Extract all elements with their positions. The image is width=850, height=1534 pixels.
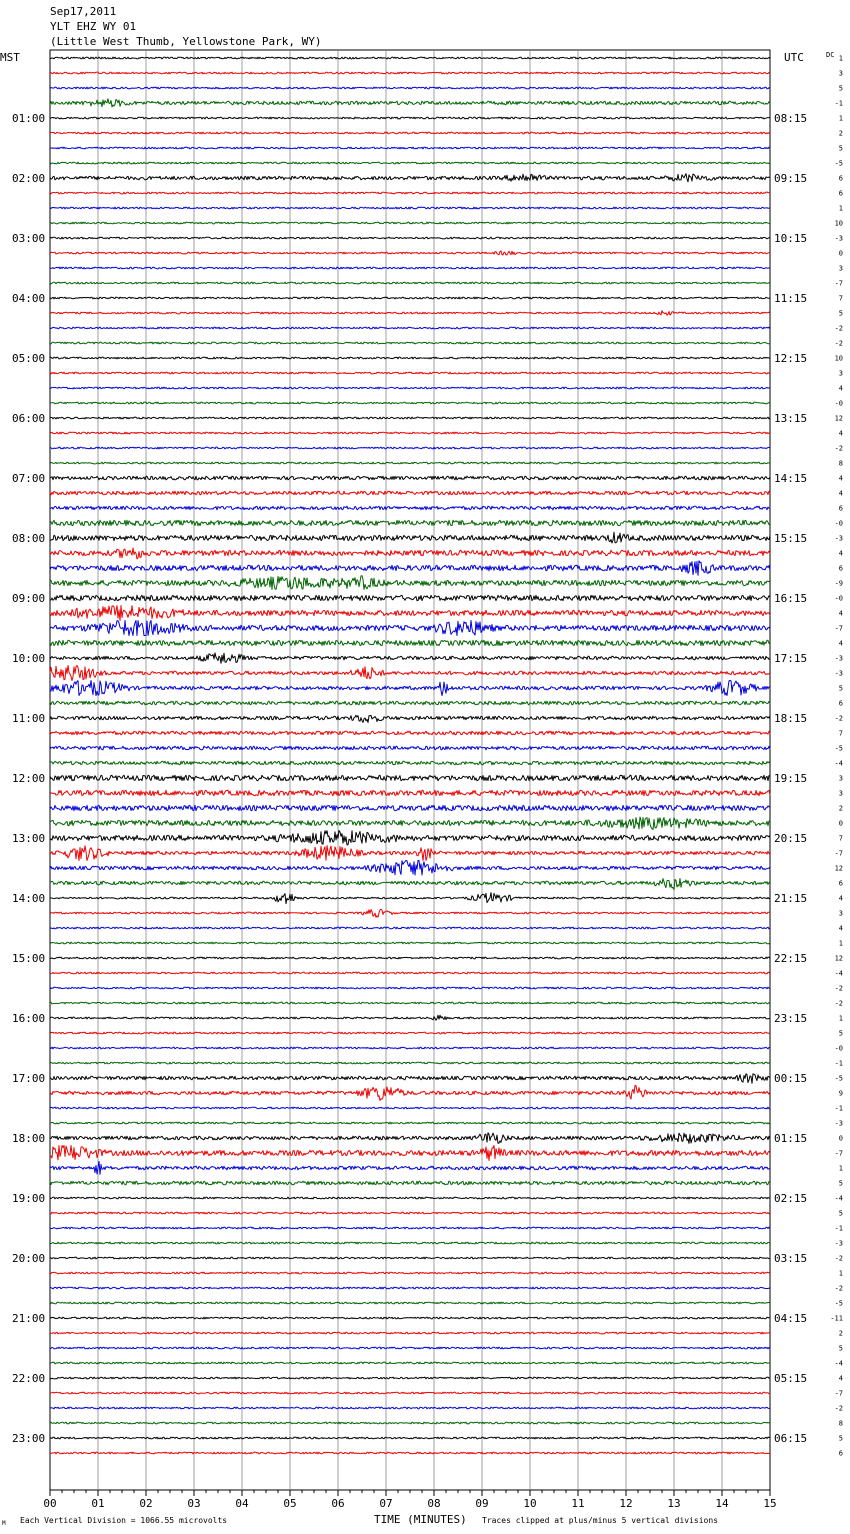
trace-line	[50, 1146, 770, 1161]
dc-offset-value: 0	[838, 1134, 843, 1143]
dc-offset-value: 2	[838, 804, 843, 813]
trace-line	[50, 282, 770, 284]
trace-line	[50, 1422, 770, 1424]
trace-line	[50, 746, 770, 750]
x-tick-label: 06	[331, 1497, 345, 1510]
dc-offset-value: 9	[838, 1089, 843, 1098]
trace-line	[50, 387, 770, 389]
dc-offset-value: 2	[838, 1329, 843, 1338]
dc-offset-value: 12	[834, 954, 843, 963]
trace-line	[50, 417, 770, 419]
trace-line	[50, 817, 770, 830]
trace-line	[50, 1133, 770, 1144]
x-tick-label: 09	[475, 1497, 489, 1510]
trace-line	[50, 327, 770, 329]
dc-offset-value: -4	[834, 1194, 843, 1203]
left-hour-label: 15:00	[12, 952, 46, 965]
dc-offset-value: 5	[838, 84, 843, 93]
dc-offset-value: 5	[838, 1434, 843, 1443]
left-hour-label: 08:00	[12, 532, 46, 545]
trace-line	[50, 879, 770, 890]
trace-line	[50, 402, 770, 404]
right-hour-label: 11:15	[774, 292, 808, 305]
dc-offset-value: 1	[838, 54, 843, 63]
trace-line	[50, 701, 770, 705]
trace-line	[50, 805, 770, 810]
dc-offset-value: 6	[838, 699, 843, 708]
dc-offset-value: -3	[834, 1239, 843, 1248]
dc-offset-value: -2	[834, 999, 843, 1008]
dc-offset-value: 4	[838, 429, 843, 438]
trace-line	[50, 520, 770, 525]
clip-note: Traces clipped at plus/minus 5 vertical divisions	[482, 1516, 719, 1525]
station-code: YLT EHZ WY 01	[50, 20, 137, 33]
trace-line	[50, 1332, 770, 1334]
dc-offset-value: -1	[834, 1224, 843, 1233]
dc-offset-value: -2	[834, 1254, 843, 1263]
dc-offset-value: 10	[834, 354, 843, 363]
seismogram-traces	[50, 57, 770, 1454]
trace-line	[50, 1392, 770, 1394]
dc-offset-value: -2	[834, 324, 843, 333]
dc-offset-value: -7	[834, 279, 843, 288]
left-hour-label: 16:00	[12, 1012, 46, 1025]
trace-line	[50, 447, 770, 449]
dc-offset-value: 12	[834, 864, 843, 873]
trace-line	[50, 606, 770, 621]
scale-note: Each Vertical Division = 1066.55 microvolts	[20, 1516, 228, 1525]
trace-line	[50, 1062, 770, 1064]
dc-offset-value: 6	[838, 189, 843, 198]
trace-line	[50, 1074, 770, 1084]
trace-line	[50, 1047, 770, 1049]
dc-offset-value: -2	[834, 984, 843, 993]
trace-line	[50, 893, 770, 904]
dc-offset-value: -7	[834, 849, 843, 858]
left-hour-label: 19:00	[12, 1192, 46, 1205]
dc-offset-value: 5	[838, 144, 843, 153]
right-hour-label: 08:15	[774, 112, 808, 125]
dc-offset-value: -7	[834, 624, 843, 633]
right-hour-label: 05:15	[774, 1372, 808, 1385]
left-hour-label: 14:00	[12, 892, 46, 905]
trace-line	[50, 861, 770, 876]
dc-offset-value: -7	[834, 1389, 843, 1398]
right-hour-label: 04:15	[774, 1312, 808, 1325]
x-tick-label: 15	[763, 1497, 777, 1510]
axis-labels	[0, 51, 843, 1527]
right-timezone-label: UTC	[784, 51, 804, 64]
trace-line	[50, 775, 770, 780]
dc-offset-value: 3	[838, 774, 843, 783]
dc-offset-value: 5	[838, 1209, 843, 1218]
dc-offset-value: -4	[834, 1359, 843, 1368]
dc-offset-value: 4	[838, 474, 843, 483]
x-tick-label: 05	[283, 1497, 297, 1510]
left-hour-label: 01:00	[12, 112, 46, 125]
dc-offset-value: 4	[838, 549, 843, 558]
dc-offset-value: -1	[834, 1104, 843, 1113]
trace-line	[50, 251, 770, 255]
trace-line	[50, 1302, 770, 1304]
trace-line	[50, 1257, 770, 1259]
dc-offset-value: -3	[834, 234, 843, 243]
right-hour-label: 10:15	[774, 232, 808, 245]
dc-offset-value: 0	[838, 249, 843, 258]
right-hour-label: 06:15	[774, 1432, 808, 1445]
left-hour-label: 13:00	[12, 832, 46, 845]
x-tick-label: 13	[667, 1497, 681, 1510]
dc-offset-value: 5	[838, 1179, 843, 1188]
left-hour-label: 20:00	[12, 1252, 46, 1265]
station-location: (Little West Thumb, Yellowstone Park, WY)	[50, 35, 322, 48]
dc-offset-value: -5	[834, 1299, 843, 1308]
trace-line	[50, 681, 770, 696]
x-tick-label: 01	[91, 1497, 105, 1510]
dc-offset-value: -0	[834, 594, 843, 603]
trace-line	[50, 237, 770, 239]
x-tick-label: 04	[235, 1497, 249, 1510]
trace-line	[50, 846, 770, 861]
trace-line	[50, 57, 770, 59]
right-hour-label: 19:15	[774, 772, 808, 785]
trace-line	[50, 147, 770, 149]
trace-line	[50, 909, 770, 917]
trace-line	[50, 1181, 770, 1185]
trace-line	[50, 491, 770, 495]
left-hour-label: 02:00	[12, 172, 46, 185]
trace-line	[50, 1107, 770, 1109]
left-hour-label: 05:00	[12, 352, 46, 365]
dc-offset-value: -9	[834, 579, 843, 588]
dc-offset-value: -2	[834, 1284, 843, 1293]
trace-line	[50, 372, 770, 374]
trace-line	[50, 462, 770, 464]
x-tick-label: 07	[379, 1497, 393, 1510]
right-hour-label: 01:15	[774, 1132, 808, 1145]
left-hour-label: 11:00	[12, 712, 46, 725]
trace-line	[50, 99, 770, 107]
dc-offset-value: 6	[838, 174, 843, 183]
x-tick-label: 12	[619, 1497, 633, 1510]
dc-offset-value: 4	[838, 489, 843, 498]
dc-offset-value: 1	[838, 1269, 843, 1278]
dc-offset-value: 4	[838, 609, 843, 618]
dc-offset-value: 7	[838, 729, 843, 738]
dc-offset-value: 5	[838, 684, 843, 693]
dc-offset-value: 1	[838, 1014, 843, 1023]
trace-line	[50, 1015, 770, 1020]
right-hour-label: 23:15	[774, 1012, 808, 1025]
trace-line	[50, 715, 770, 722]
plot-frame	[50, 50, 770, 1490]
left-hour-label: 22:00	[12, 1372, 46, 1385]
left-hour-label: 09:00	[12, 592, 46, 605]
dc-offset-value: 3	[838, 789, 843, 798]
trace-line	[50, 1317, 770, 1319]
right-hour-label: 20:15	[774, 832, 808, 845]
trace-line	[50, 207, 770, 209]
dc-offset-value: -0	[834, 399, 843, 408]
left-hour-label: 04:00	[12, 292, 46, 305]
trace-line	[50, 1347, 770, 1349]
dc-offset-value: 3	[838, 369, 843, 378]
left-hour-label: 06:00	[12, 412, 46, 425]
trace-line	[50, 357, 770, 359]
trace-line	[50, 621, 770, 636]
x-axis-label: TIME (MINUTES)	[374, 1513, 467, 1526]
x-tick-label: 10	[523, 1497, 537, 1510]
dc-offset-value: -2	[834, 444, 843, 453]
trace-line	[50, 476, 770, 480]
trace-line	[50, 532, 770, 543]
left-hour-label: 23:00	[12, 1432, 46, 1445]
trace-line	[50, 1242, 770, 1244]
trace-line	[50, 761, 770, 765]
right-hour-label: 22:15	[774, 952, 808, 965]
right-hour-label: 16:15	[774, 592, 808, 605]
dc-offset-value: -2	[834, 339, 843, 348]
left-hour-label: 10:00	[12, 652, 46, 665]
trace-line	[50, 576, 770, 590]
trace-line	[50, 548, 770, 559]
trace-line	[50, 653, 770, 663]
dc-offset-value: 4	[838, 639, 843, 648]
dc-offset-value: -3	[834, 1119, 843, 1128]
x-tick-label: 02	[139, 1497, 153, 1510]
dc-offset-value: -4	[834, 759, 843, 768]
dc-offset-value: 1	[838, 114, 843, 123]
trace-line	[50, 311, 770, 316]
trace-line	[50, 174, 770, 182]
trace-line	[50, 1452, 770, 1454]
record-date: Sep17,2011	[50, 5, 117, 18]
dc-offset-value: -5	[834, 159, 843, 168]
right-hour-label: 18:15	[774, 712, 808, 725]
left-hour-label: 17:00	[12, 1072, 46, 1085]
trace-line	[50, 640, 770, 645]
right-hour-label: 00:15	[774, 1072, 808, 1085]
dc-offset-value: 6	[838, 564, 843, 573]
dc-offset-value: -7	[834, 1149, 843, 1158]
trace-line	[50, 192, 770, 194]
trace-line	[50, 666, 770, 681]
trace-line	[50, 790, 770, 795]
trace-line	[50, 561, 770, 576]
dc-offset-value: 4	[838, 384, 843, 393]
right-hour-label: 15:15	[774, 532, 808, 545]
right-hour-label: 14:15	[774, 472, 808, 485]
x-tick-label: 00	[43, 1497, 57, 1510]
dc-offset-value: -1	[834, 1059, 843, 1068]
dc-offset-value: 4	[838, 1374, 843, 1383]
dc-offset-value: 6	[838, 504, 843, 513]
dc-offset-value: -4	[834, 969, 843, 978]
right-hour-label: 12:15	[774, 352, 808, 365]
trace-line	[50, 1272, 770, 1274]
dc-offset-value: -1	[834, 99, 843, 108]
trace-line	[50, 506, 770, 510]
dc-offset-value: 6	[838, 1449, 843, 1458]
left-hour-label: 12:00	[12, 772, 46, 785]
x-tick-label: 14	[715, 1497, 729, 1510]
trace-line	[50, 595, 770, 600]
dc-offset-value: 12	[834, 414, 843, 423]
trace-line	[50, 1086, 770, 1101]
dc-offset-header: DC	[826, 51, 835, 59]
dc-offset-value: -3	[834, 534, 843, 543]
trace-line	[50, 1122, 770, 1124]
trace-line	[50, 1362, 770, 1364]
dc-offset-value: -5	[834, 1074, 843, 1083]
dc-offset-value: 10	[834, 219, 843, 228]
trace-line	[50, 1437, 770, 1439]
dc-offset-value: 3	[838, 909, 843, 918]
trace-line	[50, 1407, 770, 1409]
trace-line	[50, 162, 770, 164]
trace-line	[50, 1227, 770, 1229]
minute-grid	[50, 50, 770, 1496]
trace-line	[50, 297, 770, 299]
dc-offset-value: -0	[834, 519, 843, 528]
dc-offset-value: 5	[838, 309, 843, 318]
dc-offset-value: 4	[838, 924, 843, 933]
dc-offset-value: 4	[838, 894, 843, 903]
dc-offset-value: -2	[834, 714, 843, 723]
trace-line	[50, 942, 770, 944]
dc-offset-value: 5	[838, 1344, 843, 1353]
right-hour-label: 21:15	[774, 892, 808, 905]
corner-mark: M	[2, 1520, 6, 1527]
left-hour-label: 07:00	[12, 472, 46, 485]
trace-line	[50, 831, 770, 845]
dc-offset-value: -2	[834, 1404, 843, 1413]
dc-offset-value: -3	[834, 654, 843, 663]
trace-line	[50, 731, 770, 735]
x-tick-label: 11	[571, 1497, 585, 1510]
right-hour-label: 13:15	[774, 412, 808, 425]
dc-offset-value: 7	[838, 294, 843, 303]
right-hour-label: 17:15	[774, 652, 808, 665]
trace-line	[50, 132, 770, 134]
dc-offset-value: -3	[834, 669, 843, 678]
dc-offset-value: 3	[838, 69, 843, 78]
trace-line	[50, 1287, 770, 1289]
trace-line	[50, 972, 770, 974]
dc-offset-value: 3	[838, 264, 843, 273]
trace-line	[50, 927, 770, 929]
dc-offset-value: -5	[834, 744, 843, 753]
left-hour-label: 03:00	[12, 232, 46, 245]
x-tick-label: 08	[427, 1497, 441, 1510]
right-hour-label: 09:15	[774, 172, 808, 185]
dc-offset-value: -0	[834, 1044, 843, 1053]
left-hour-label: 21:00	[12, 1312, 46, 1325]
dc-offset-value: 2	[838, 129, 843, 138]
trace-line	[50, 1197, 770, 1199]
trace-line	[50, 957, 770, 959]
trace-line	[50, 1032, 770, 1034]
x-tick-label: 03	[187, 1497, 201, 1510]
dc-offset-value: 8	[838, 1419, 843, 1428]
left-timezone-label: MST	[0, 51, 20, 64]
dc-offset-value: 1	[838, 204, 843, 213]
trace-line	[50, 432, 770, 434]
trace-line	[50, 342, 770, 344]
trace-line	[50, 1002, 770, 1004]
left-hour-label: 18:00	[12, 1132, 46, 1145]
trace-line	[50, 987, 770, 989]
right-hour-label: 02:15	[774, 1192, 808, 1205]
dc-offset-value: 5	[838, 1029, 843, 1038]
trace-line	[50, 1161, 770, 1174]
trace-line	[50, 222, 770, 224]
trace-line	[50, 1377, 770, 1379]
dc-offset-value: 1	[838, 1164, 843, 1173]
trace-line	[50, 267, 770, 269]
dc-offset-value: -11	[830, 1314, 843, 1323]
dc-offset-value: 0	[838, 819, 843, 828]
dc-offset-value: 7	[838, 834, 843, 843]
trace-line	[50, 1212, 770, 1214]
trace-line	[50, 87, 770, 89]
trace-line	[50, 117, 770, 119]
dc-offset-value: 6	[838, 879, 843, 888]
dc-offset-value: 8	[838, 459, 843, 468]
trace-line	[50, 72, 770, 74]
dc-offset-value: 1	[838, 939, 843, 948]
right-hour-label: 03:15	[774, 1252, 808, 1265]
